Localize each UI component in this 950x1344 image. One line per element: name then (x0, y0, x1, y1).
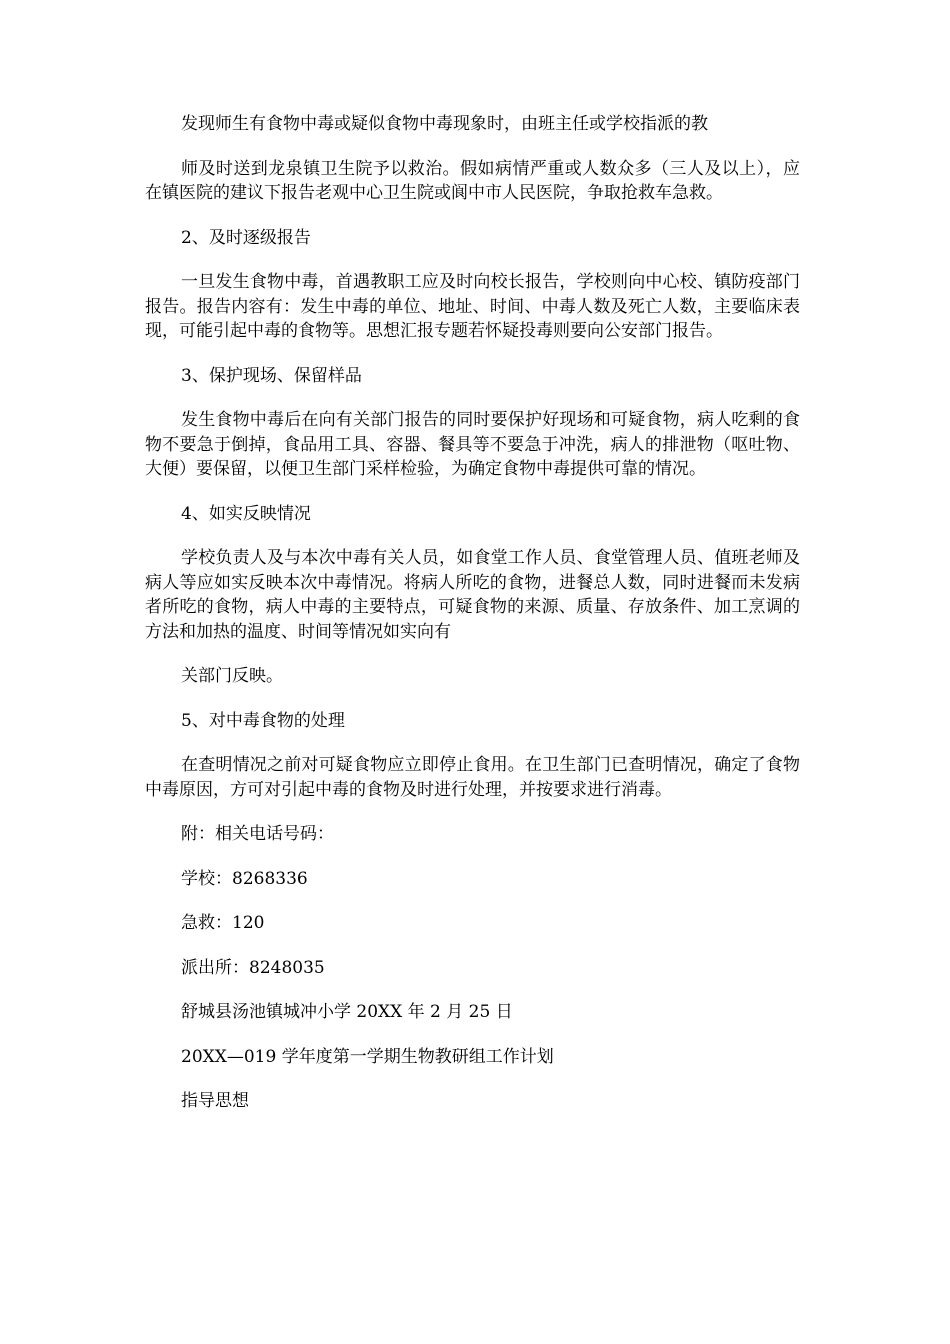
signature-date: 舒城县汤池镇城冲小学 20XX 年 2 月 25 日 (181, 1002, 513, 1022)
section-heading: 3、保护现场、保留样品 (181, 365, 362, 386)
section-heading: 2、及时逐级报告 (181, 227, 311, 248)
paragraph: 学校负责人及与本次中毒有关人员，如食堂工作人员、食堂管理人员、值班老师及病人等应如实反映本次中毒情况。将病人所吃的食物，进餐总人数，同时进餐而未发病者所吃的食物，病人中毒的主要特点，可疑食物的来源、质量、存放条件、加工烹调的方法和加热的温度、时间等情况如实向有 (145, 548, 800, 642)
paragraph: 关部门反映。 (181, 666, 283, 686)
paragraph: 发现师生有食物中毒或疑似食物中毒现象时，由班主任或学校指派的教 (181, 114, 708, 134)
phone-school: 学校：8268336 (181, 868, 308, 889)
paragraph: 一旦发生食物中毒，首遇教职工应及时向校长报告，学校则向中心校、镇防疫部门报告。报告内容有：发生中毒的单位、地址、时间、中毒人数及死亡人数，主要临床表现，可能引起中毒的食物等。思想汇报专题若怀疑投毒则要向公安部门报告。 (145, 272, 800, 341)
section-heading: 5、对中毒食物的处理 (181, 710, 345, 731)
section-heading: 指导思想 (181, 1091, 249, 1111)
phone-list-heading: 附：相关电话号码： (181, 824, 334, 844)
paragraph: 在查明情况之前对可疑食物应立即停止食用。在卫生部门已查明情况，确定了食物中毒原因，方可对引起中毒的食物及时进行处理，并按要求进行消毒。 (145, 755, 800, 800)
document-title: 20XX—019 学年度第一学期生物教研组工作计划 (181, 1046, 554, 1067)
document-body (145, 112, 800, 1134)
phone-police: 派出所：8248035 (181, 957, 325, 978)
phone-emergency: 急救：120 (181, 913, 265, 933)
paragraph: 师及时送到龙泉镇卫生院予以救治。假如病情严重或人数众多（三人及以上），应在镇医院的建议下报告老观中心卫生院或阆中市人民医院，争取抢救车急救。 (145, 158, 800, 203)
section-heading: 4、如实反映情况 (181, 503, 311, 524)
paragraph: 发生食物中毒后在向有关部门报告的同时要保护好现场和可疑食物，病人吃剩的食物不要急于倒掉，食品用工具、容器、餐具等不要急于冲洗，病人的排泄物（呕吐物、大便）要保留，以便卫生部门采样检验，为确定食物中毒提供可靠的情况。 (145, 410, 800, 479)
